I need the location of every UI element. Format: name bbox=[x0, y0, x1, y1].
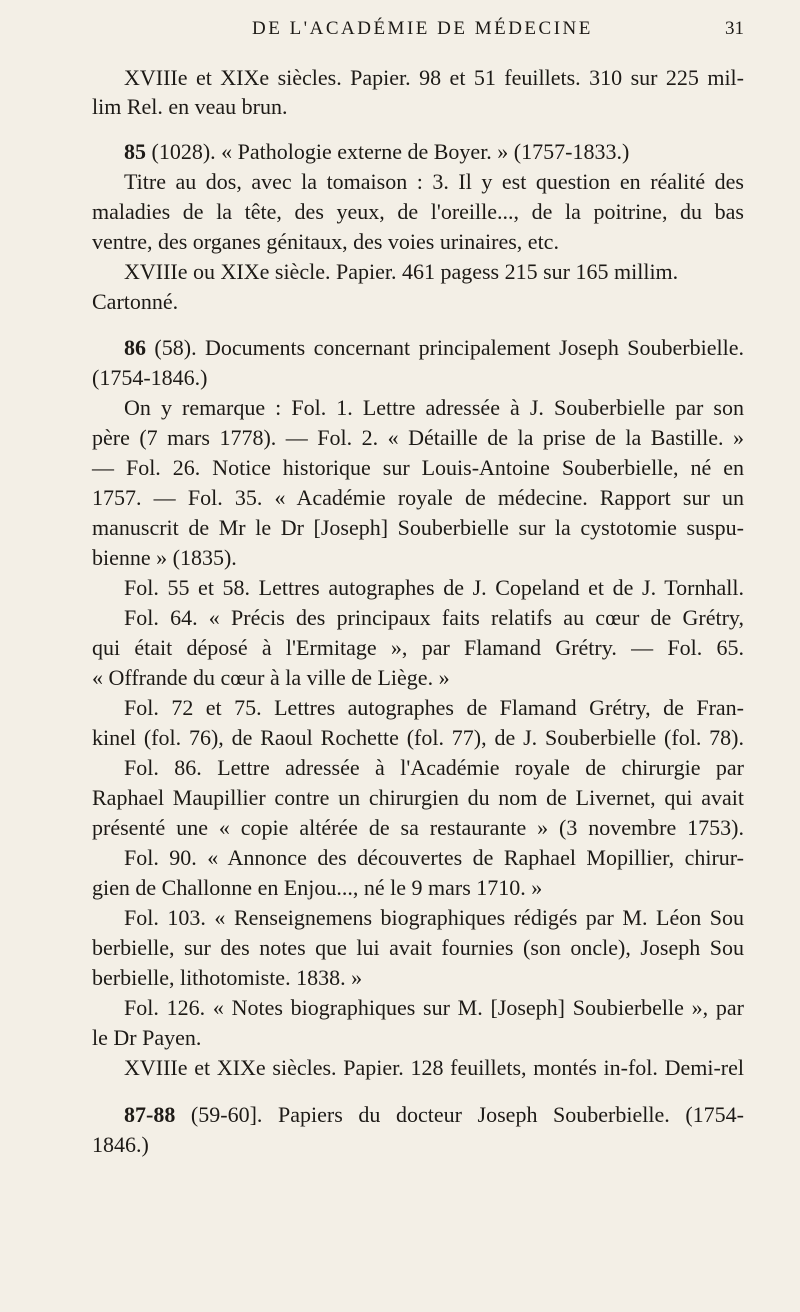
text-line bbox=[92, 603, 744, 633]
line-text: 1846.) bbox=[92, 1132, 149, 1157]
text-line bbox=[92, 903, 744, 933]
text-line bbox=[92, 543, 744, 573]
line-text: Fol. 64. « Précis des principaux faits relatifs au cœur de Grétry, bbox=[124, 605, 744, 630]
text-line bbox=[92, 257, 744, 287]
text-line bbox=[92, 573, 744, 603]
text-line bbox=[92, 393, 744, 423]
line-text: « Offrande du cœur à la ville de Liège. » bbox=[92, 665, 450, 690]
text-line bbox=[92, 963, 744, 993]
line-text: Fol. 103. « Renseignemens biographiques rédigés par M. Léon Sou bbox=[124, 905, 744, 930]
text-line bbox=[92, 1130, 744, 1160]
text-line bbox=[92, 663, 744, 693]
running-head bbox=[92, 18, 744, 48]
text-line bbox=[92, 453, 744, 483]
text-line bbox=[92, 1100, 744, 1130]
text-line bbox=[92, 993, 744, 1023]
text-line bbox=[92, 227, 744, 257]
text-line bbox=[92, 92, 744, 122]
line-text: maladies de la tête, des yeux, de l'oreille..., de la poitrine, du bas bbox=[92, 199, 744, 224]
line-text: le Dr Payen. bbox=[92, 1025, 202, 1050]
line-text: kinel (fol. 76), de Raoul Rochette (fol. 77), de J. Souberbielle (fol. 78). bbox=[92, 725, 744, 750]
line-text: XVIIIe ou XIXe siècle. Papier. 461 pagess 215 sur 165 millim. bbox=[124, 259, 679, 284]
text-line bbox=[92, 753, 744, 783]
text-line bbox=[92, 783, 744, 813]
running-head-title: DE L'ACADÉMIE DE MÉDECINE bbox=[252, 18, 593, 39]
entry-number: 85 bbox=[124, 139, 146, 164]
line-text: Raphael Maupillier contre un chirurgien du nom de Livernet, qui avait bbox=[92, 785, 744, 810]
text-line bbox=[92, 63, 744, 93]
text-line bbox=[92, 483, 744, 513]
text-line bbox=[92, 813, 744, 843]
text-line bbox=[92, 1053, 744, 1083]
line-text: Fol. 55 et 58. Lettres autographes de J. Copeland et de J. Tornhall. bbox=[124, 575, 744, 600]
line-text: (1028). « Pathologie externe de Boyer. » (1757-1833.) bbox=[146, 139, 630, 164]
text-line bbox=[92, 333, 744, 363]
document-page bbox=[92, 0, 744, 1312]
text-line bbox=[92, 693, 744, 723]
line-text: — Fol. 26. Notice historique sur Louis-Antoine Souberbielle, né en bbox=[92, 455, 744, 480]
text-line bbox=[92, 137, 744, 167]
line-text: Fol. 126. « Notes biographiques sur M. [Joseph] Soubierbelle », par bbox=[124, 995, 744, 1020]
line-text: 1757. — Fol. 35. « Académie royale de médecine. Rapport sur un bbox=[92, 485, 744, 510]
text-line bbox=[92, 723, 744, 753]
text-line bbox=[92, 423, 744, 453]
line-text: gien de Challonne en Enjou..., né le 9 mars 1710. » bbox=[92, 875, 543, 900]
line-text: lim Rel. en veau brun. bbox=[92, 94, 288, 119]
line-text: Cartonné. bbox=[92, 289, 179, 314]
text-line bbox=[92, 513, 744, 543]
text-line bbox=[92, 873, 744, 903]
line-text: présenté une « copie altérée de sa restaurante » (3 novembre 1753). bbox=[92, 815, 744, 840]
line-text: père (7 mars 1778). — Fol. 2. « Détaille de la prise de la Bastille. » bbox=[92, 425, 744, 450]
line-text: XVIIIe et XIXe siècles. Papier. 128 feuillets, montés in-fol. Demi-rel bbox=[124, 1055, 744, 1080]
text-line bbox=[92, 197, 744, 227]
line-text: On y remarque : Fol. 1. Lettre adressée à J. Souberbielle par son bbox=[124, 395, 744, 420]
text-line bbox=[92, 633, 744, 663]
line-text: bienne » (1835). bbox=[92, 545, 237, 570]
line-text: qui était déposé à l'Ermitage », par Flamand Grétry. — Fol. 65. bbox=[92, 635, 744, 660]
text-line bbox=[92, 363, 744, 393]
text-line bbox=[92, 1023, 744, 1053]
line-text: (58). Documents concernant principalement Joseph Souberbielle. bbox=[146, 335, 744, 360]
line-text: (1754-1846.) bbox=[92, 365, 208, 390]
line-text: Fol. 90. « Annonce des découvertes de Raphael Mopillier, chirur- bbox=[124, 845, 744, 870]
text-line bbox=[92, 287, 744, 317]
entry-number: 87-88 bbox=[124, 1102, 176, 1127]
text-line bbox=[92, 843, 744, 873]
line-text: Titre au dos, avec la tomaison : 3. Il y est question en réalité des bbox=[124, 169, 744, 194]
line-text: XVIIIe et XIXe siècles. Papier. 98 et 51 feuillets. 310 sur 225 mil- bbox=[124, 65, 744, 90]
line-text: ventre, des organes génitaux, des voies urinaires, etc. bbox=[92, 229, 559, 254]
line-text: berbielle, sur des notes que lui avait fournies (son oncle), Joseph Sou bbox=[92, 935, 744, 960]
text-line bbox=[92, 167, 744, 197]
page-number: 31 bbox=[725, 18, 744, 39]
line-text: berbielle, lithotomiste. 1838. » bbox=[92, 965, 363, 990]
line-text: Fol. 72 et 75. Lettres autographes de Flamand Grétry, de Fran- bbox=[124, 695, 744, 720]
line-text: (59-60]. Papiers du docteur Joseph Souberbielle. (1754- bbox=[175, 1102, 744, 1127]
text-line bbox=[92, 933, 744, 963]
entry-number: 86 bbox=[124, 335, 146, 360]
line-text: manuscrit de Mr le Dr [Joseph] Souberbielle sur la cystotomie suspu- bbox=[92, 515, 744, 540]
line-text: Fol. 86. Lettre adressée à l'Académie royale de chirurgie par bbox=[124, 755, 744, 780]
